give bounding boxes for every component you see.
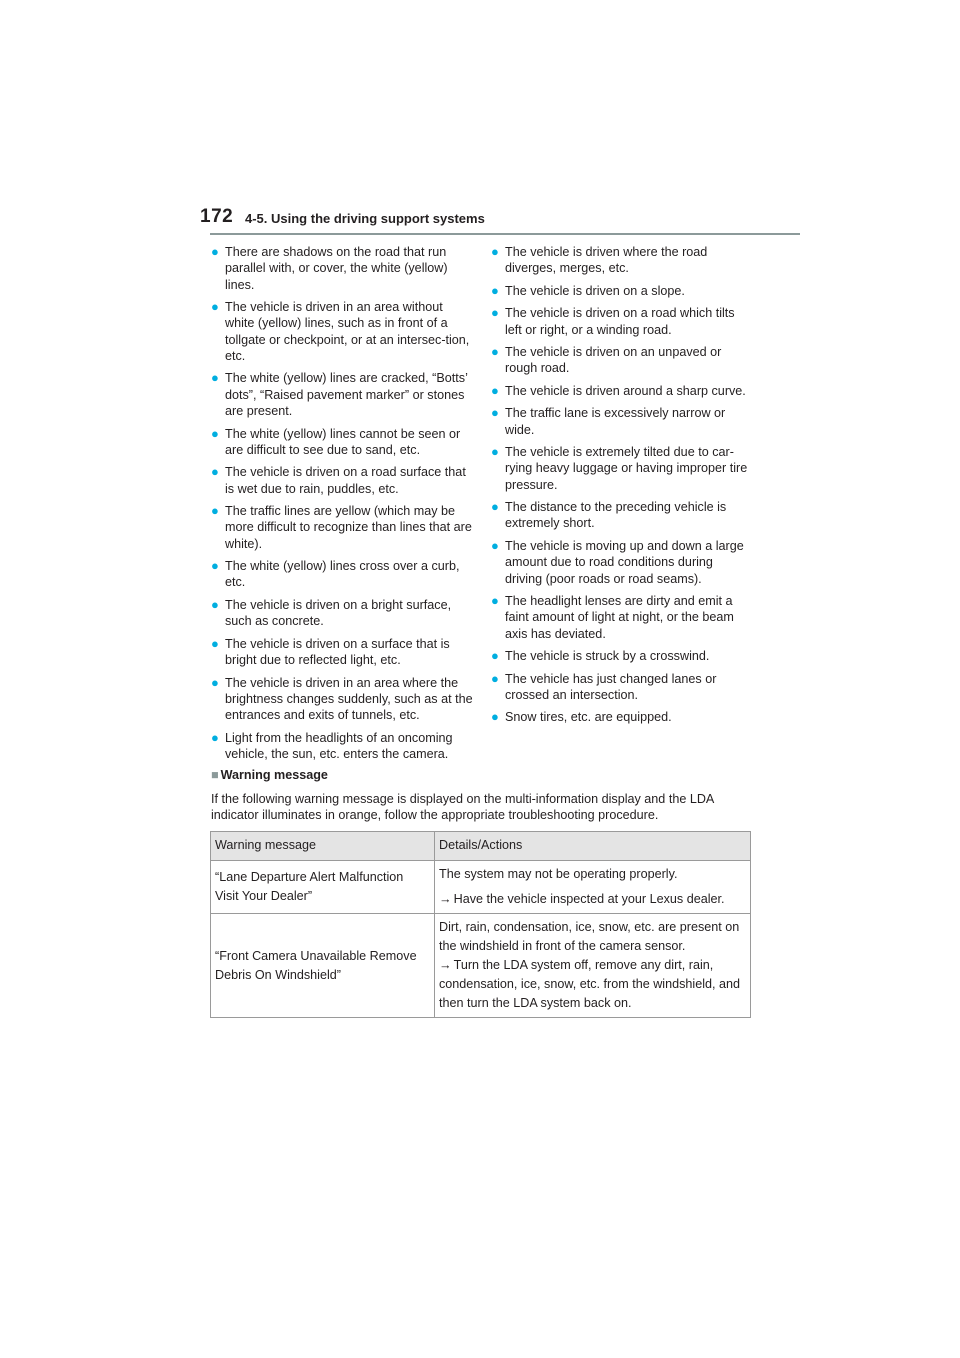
list-item: ● The vehicle has just changed lanes or crossed an intersection. (491, 670, 717, 702)
bullet-icon: ● (491, 648, 499, 664)
list-item: ● The vehicle is driven on an unpaved or rough road. (491, 344, 722, 376)
bullet-icon: ● (491, 282, 499, 298)
list-item: ● Light from the headlights of an oncoming vehicle, the sun, etc. enters the camera. (211, 729, 453, 761)
list-item: ● The vehicle is struck by a crosswind. (491, 648, 710, 664)
list-item: ● The headlight lenses are dirty and emit a faint amount of light at night, or the beam axis has deviated. (491, 593, 734, 641)
table-row (211, 861, 751, 914)
list-item: ● The vehicle is driven on a bright surface, such as concrete. (211, 596, 452, 629)
left-bullet-column (211, 244, 473, 768)
column-header-message: Warning message (211, 832, 435, 861)
list-item: ● There are shadows on the road that run parallel with, or cover, the white (yellow) lines. (211, 244, 448, 292)
bullet-icon: ● (491, 499, 499, 515)
bullet-icon: ● (491, 593, 499, 609)
page-number: 172 (200, 206, 234, 227)
list-item: ● The distance to the preceding vehicle is extremely short. (491, 499, 727, 531)
bullet-icon: ● (211, 370, 219, 386)
list-item: ● Snow tires, etc. are equipped. (491, 709, 672, 725)
warning-table (210, 831, 751, 1018)
square-marker-icon: ■ (211, 768, 219, 782)
list-item: ● The vehicle is driven where the road diverges, merges, etc. (491, 244, 708, 276)
header-divider (210, 233, 800, 235)
bullet-icon: ● (491, 244, 499, 259)
warning-message-cell: “Front Camera Unavailable Remove Debris On Windshield” (211, 914, 435, 1018)
bullet-icon: ● (211, 558, 219, 574)
section-title: 4-5. Using the driving support systems (245, 211, 485, 226)
list-item: ● The vehicle is driven on a road surface that is wet due to rain, puddles, etc. (211, 464, 466, 496)
bullet-icon: ● (491, 305, 499, 321)
bullet-icon: ● (491, 709, 499, 725)
table-row (211, 914, 751, 1018)
bullet-icon: ● (211, 596, 219, 612)
bullet-icon: ● (211, 464, 219, 480)
bullet-icon: ● (211, 635, 219, 651)
list-item: ● The vehicle is driven in an area where the brightness changes suddenly, such as at the entrances and exits of tunnels, etc. (211, 674, 473, 723)
bullet-icon: ● (491, 405, 499, 421)
details-cell: The system may not be operating properly. → Have the vehicle inspected at your Lexus dealer. (435, 861, 751, 914)
list-item: ● The vehicle is moving up and down a large amount due to road conditions during driving (poor roads or road seams). (491, 537, 744, 586)
list-item: ● The vehicle is driven in an area without white (yellow) lines, such as in front of a tollgate or checkpoint, or at an intersec-tion, etc. (211, 299, 470, 363)
bullet-icon: ● (211, 674, 219, 690)
bullet-icon: ● (491, 344, 499, 360)
warning-message-cell: “Lane Departure Alert Malfunction Visit Your Dealer” (211, 861, 435, 914)
list-item: ● The white (yellow) lines are cracked, “Botts’ dots”, “Raised pavement marker” or stones are present. (211, 370, 468, 419)
list-item: ● The vehicle is driven on a surface that is bright due to reflected light, etc. (211, 635, 450, 668)
arrow-right-icon: → (439, 892, 452, 906)
bullet-icon: ● (491, 444, 499, 460)
list-item: ● The vehicle is driven on a road which tilts left or right, or a winding road. (491, 305, 735, 337)
list-item: ● The vehicle is extremely tilted due to car-rying heavy luggage or having improper tire pressure. (491, 444, 748, 492)
bullet-icon: ● (491, 537, 499, 553)
page-header (200, 206, 800, 234)
list-item: ● The vehicle is driven on a slope. (491, 282, 685, 298)
warning-intro: If the following warning message is displayed on the multi-information display and the LDA indicator illuminates in orange, follow the appropriate troubleshooting procedure. (211, 792, 714, 823)
list-item: ● The white (yellow) lines cannot be seen or are difficult to see due to sand, etc. (211, 425, 461, 457)
right-bullet-column (491, 244, 753, 732)
bullet-icon: ● (211, 503, 219, 519)
bullet-icon: ● (491, 670, 499, 686)
warning-heading: ■ Warning message (211, 768, 328, 782)
bullet-icon: ● (211, 729, 219, 745)
list-item: ● The white (yellow) lines cross over a curb, etc. (211, 558, 460, 590)
list-item: ● The traffic lines are yellow (which may be more difficult to recognize than lines that are white). (211, 503, 472, 551)
bullet-icon: ● (211, 299, 219, 315)
list-item: ● The traffic lane is excessively narrow or wide. (491, 405, 726, 437)
column-header-details: Details/Actions (435, 832, 751, 861)
details-cell: Dirt, rain, condensation, ice, snow, etc. are present on the windshield in front of the camera sensor. → Turn the LDA system off, remove any dirt, rain, condensation, ice, snow, etc. from the windshield, and then turn the LDA system back on. (435, 914, 751, 1018)
bullet-icon: ● (211, 425, 219, 441)
bullet-icon: ● (491, 382, 499, 398)
arrow-right-icon: → (439, 958, 452, 972)
list-item: ● The vehicle is driven around a sharp curve. (491, 382, 746, 398)
table-header-row (211, 832, 751, 861)
bullet-icon: ● (211, 244, 219, 259)
